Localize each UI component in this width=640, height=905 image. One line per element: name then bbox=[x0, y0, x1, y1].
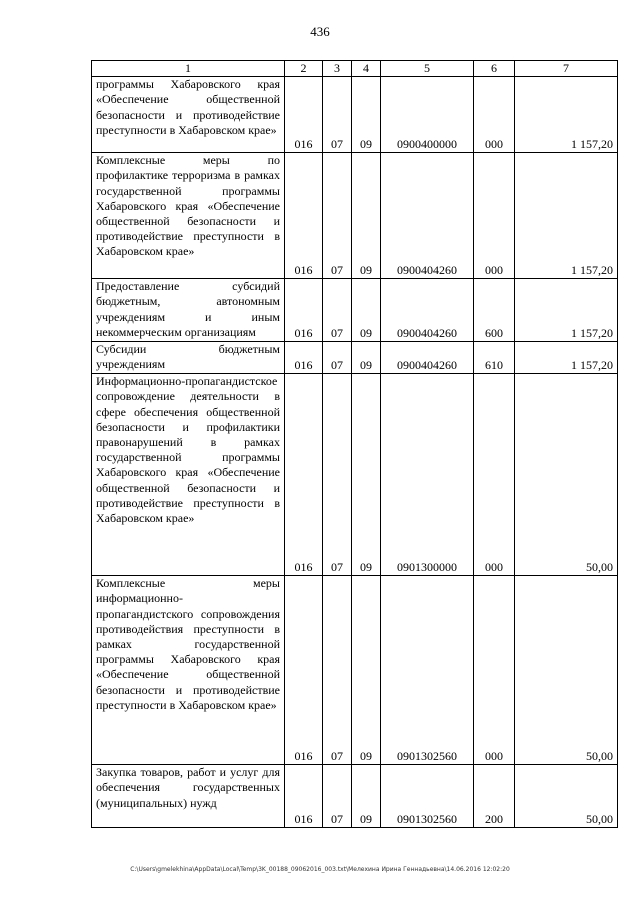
row-admin-code: 016 bbox=[285, 153, 323, 279]
row-target-code: 0900404260 bbox=[381, 279, 474, 342]
row-amount: 1 157,20 bbox=[515, 342, 618, 374]
column-header: 3 bbox=[323, 61, 352, 77]
column-header: 1 bbox=[92, 61, 285, 77]
column-header: 5 bbox=[381, 61, 474, 77]
row-section-code: 07 bbox=[323, 576, 352, 765]
row-name: Предоставление субсидий бюджетным, автономным учреждениям и иным некоммерческим организациям bbox=[92, 279, 285, 342]
file-path-footer: C:\Users\gmelekhina\AppData\Local\Temp\3K_00188_09062016_003.txt\Мелехина Ирина Геннадьевна\14.06.2016 12:02:20 bbox=[130, 866, 510, 873]
row-expense-type: 000 bbox=[474, 77, 515, 153]
table-header-row bbox=[92, 61, 618, 77]
row-admin-code: 016 bbox=[285, 576, 323, 765]
row-expense-type: 600 bbox=[474, 279, 515, 342]
row-subsection-code: 09 bbox=[352, 374, 381, 576]
row-admin-code: 016 bbox=[285, 279, 323, 342]
row-amount: 50,00 bbox=[515, 374, 618, 576]
row-target-code: 0900400000 bbox=[381, 77, 474, 153]
row-admin-code: 016 bbox=[285, 374, 323, 576]
row-section-code: 07 bbox=[323, 765, 352, 828]
row-admin-code: 016 bbox=[285, 77, 323, 153]
row-amount: 50,00 bbox=[515, 765, 618, 828]
table-row bbox=[92, 576, 618, 765]
row-section-code: 07 bbox=[323, 77, 352, 153]
row-section-code: 07 bbox=[323, 153, 352, 279]
row-target-code: 0901302560 bbox=[381, 765, 474, 828]
row-amount: 1 157,20 bbox=[515, 279, 618, 342]
row-admin-code: 016 bbox=[285, 342, 323, 374]
row-expense-type: 000 bbox=[474, 374, 515, 576]
row-expense-type: 610 bbox=[474, 342, 515, 374]
row-subsection-code: 09 bbox=[352, 342, 381, 374]
row-target-code: 0901302560 bbox=[381, 576, 474, 765]
row-expense-type: 000 bbox=[474, 576, 515, 765]
table-row bbox=[92, 153, 618, 279]
column-header: 6 bbox=[474, 61, 515, 77]
row-name: Комплексные меры информационно-пропагандистского сопровождения противодействия преступности в рамках государственной программы Хабаровского края «Обеспечение общественной безопасности и противодействие преступности в Хабаровском крае» bbox=[92, 576, 285, 765]
row-name: программы Хабаровского края «Обеспечение общественной безопасности и противодействие преступности в Хабаровском крае» bbox=[92, 77, 285, 153]
row-expense-type: 200 bbox=[474, 765, 515, 828]
row-name: Закупка товаров, работ и услуг для обеспечения государственных (муниципальных) нужд bbox=[92, 765, 285, 828]
row-name: Информационно-пропагандистское сопровождение деятельности в сфере обеспечения общественной безопасности и профилактики правонарушений в рамках государственной программы Хабаровского края «Обеспечение общественной безопасности и противодействие преступности в Хабаровском крае» bbox=[92, 374, 285, 576]
row-subsection-code: 09 bbox=[352, 77, 381, 153]
row-target-code: 0900404260 bbox=[381, 342, 474, 374]
column-header: 4 bbox=[352, 61, 381, 77]
row-subsection-code: 09 bbox=[352, 765, 381, 828]
row-section-code: 07 bbox=[323, 279, 352, 342]
row-subsection-code: 09 bbox=[352, 576, 381, 765]
row-amount: 1 157,20 bbox=[515, 153, 618, 279]
row-target-code: 0900404260 bbox=[381, 153, 474, 279]
page-number: 436 bbox=[310, 24, 330, 39]
budget-table bbox=[91, 60, 618, 828]
row-section-code: 07 bbox=[323, 374, 352, 576]
row-amount: 50,00 bbox=[515, 576, 618, 765]
table-row bbox=[92, 279, 618, 342]
row-section-code: 07 bbox=[323, 342, 352, 374]
table-row bbox=[92, 374, 618, 576]
column-header: 2 bbox=[285, 61, 323, 77]
table-row bbox=[92, 765, 618, 828]
row-amount: 1 157,20 bbox=[515, 77, 618, 153]
row-subsection-code: 09 bbox=[352, 153, 381, 279]
table-row bbox=[92, 77, 618, 153]
row-name: Субсидии бюджетным учреждениям bbox=[92, 342, 285, 374]
row-expense-type: 000 bbox=[474, 153, 515, 279]
table-row bbox=[92, 342, 618, 374]
row-target-code: 0901300000 bbox=[381, 374, 474, 576]
row-name: Комплексные меры по профилактике терроризма в рамках государственной программы Хабаровского края «Обеспечение общественной безопасности и противодействие преступности в Хабаровском крае» bbox=[92, 153, 285, 279]
row-admin-code: 016 bbox=[285, 765, 323, 828]
row-subsection-code: 09 bbox=[352, 279, 381, 342]
column-header: 7 bbox=[515, 61, 618, 77]
